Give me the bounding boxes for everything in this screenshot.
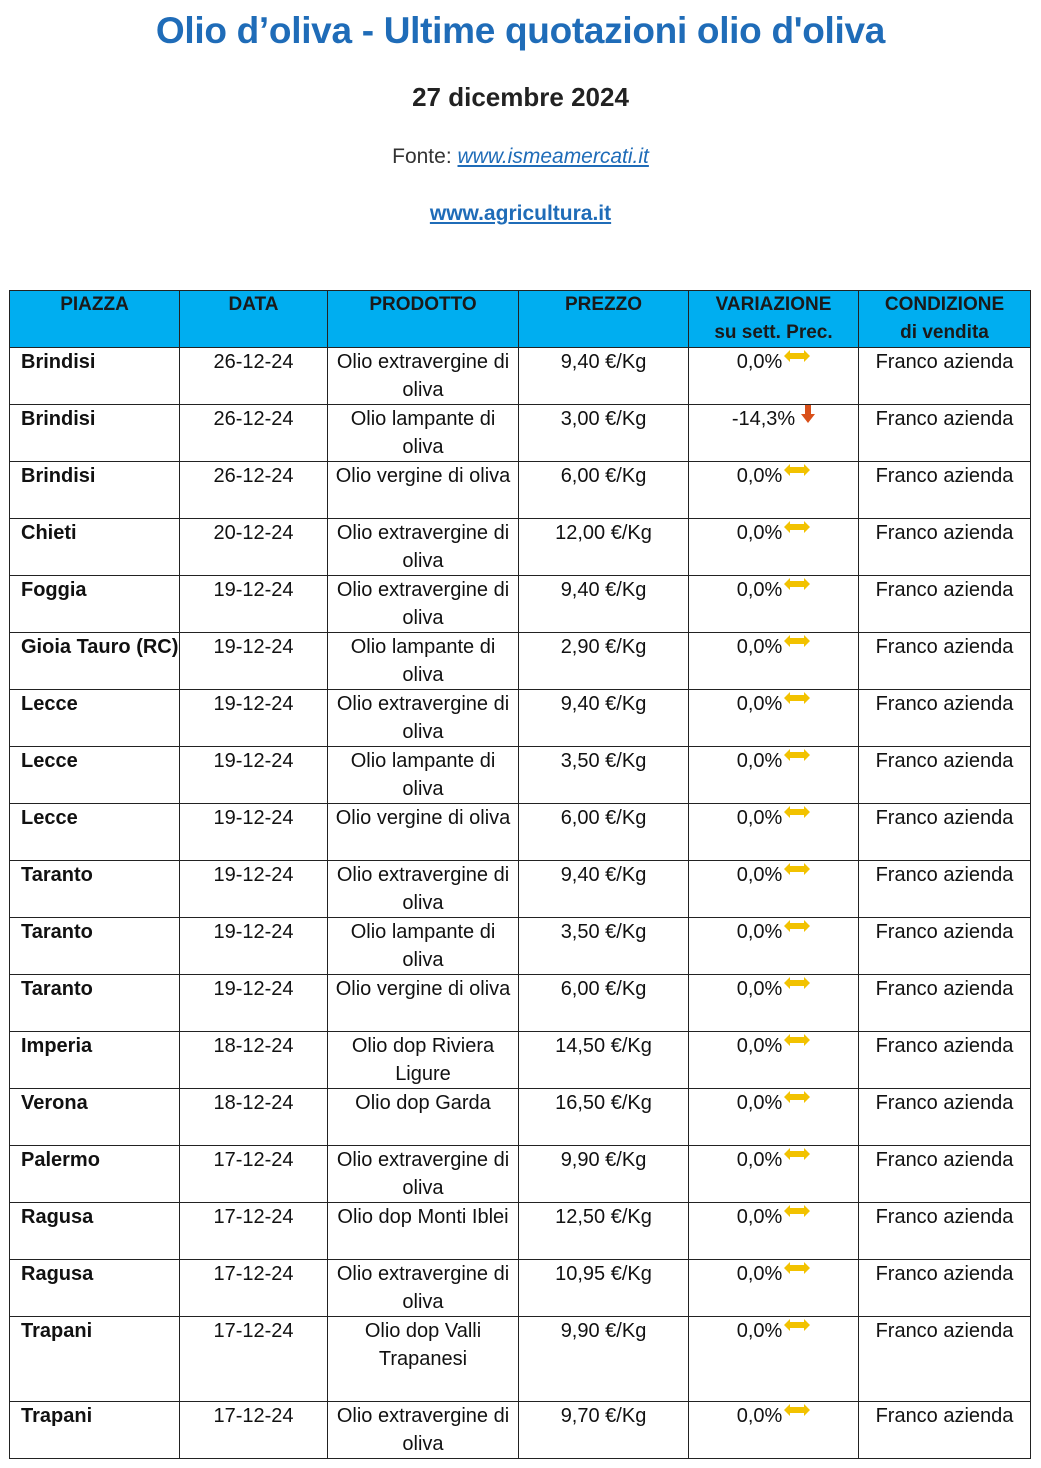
prezzo-cell: 12,00 €/Kg — [519, 519, 689, 576]
prezzo-cell: 9,40 €/Kg — [519, 861, 689, 918]
variazione-value: 0,0% — [736, 921, 783, 943]
piazza-cell: Brindisi — [10, 348, 180, 405]
variazione-cell — [689, 975, 859, 1032]
col-header-prezzo: PREZZO — [519, 291, 689, 348]
variazione-value: 0,0% — [736, 1092, 783, 1114]
stable-arrow-icon — [784, 1262, 810, 1274]
stable-arrow-icon — [784, 635, 810, 647]
col-header-condizione-line1: CONDIZIONE — [884, 294, 1005, 315]
prodotto-cell: Olio vergine di oliva — [328, 462, 519, 519]
data-cell: 20-12-24 — [180, 519, 328, 576]
variazione-cell — [689, 1089, 859, 1146]
col-header-condizione — [859, 291, 1031, 348]
stable-arrow-icon — [784, 806, 810, 818]
piazza-cell: Ragusa — [10, 1260, 180, 1317]
stable-arrow-icon — [784, 749, 810, 761]
prodotto-cell: Olio extravergine di oliva — [328, 519, 519, 576]
table-row — [10, 690, 1031, 747]
prodotto-cell: Olio dop Monti Iblei — [328, 1203, 519, 1260]
condizione-cell: Franco azienda — [859, 1260, 1031, 1317]
data-cell: 26-12-24 — [180, 348, 328, 405]
data-cell: 19-12-24 — [180, 918, 328, 975]
variazione-cell — [689, 747, 859, 804]
condizione-cell: Franco azienda — [859, 918, 1031, 975]
variazione-value: 0,0% — [736, 978, 783, 1000]
piazza-cell: Imperia — [10, 1032, 180, 1089]
stable-arrow-icon — [784, 692, 810, 704]
condizione-cell: Franco azienda — [859, 1317, 1031, 1402]
piazza-cell: Taranto — [10, 918, 180, 975]
table-row — [10, 975, 1031, 1032]
col-header-variazione — [689, 291, 859, 348]
data-cell: 19-12-24 — [180, 804, 328, 861]
variazione-cell — [689, 690, 859, 747]
prezzo-cell: 2,90 €/Kg — [519, 633, 689, 690]
piazza-cell: Trapani — [10, 1402, 180, 1459]
prodotto-cell: Olio dop Valli Trapanesi — [328, 1317, 519, 1402]
stable-arrow-icon — [784, 1148, 810, 1160]
condizione-cell: Franco azienda — [859, 975, 1031, 1032]
data-cell: 18-12-24 — [180, 1089, 328, 1146]
condizione-cell: Franco azienda — [859, 1032, 1031, 1089]
piazza-cell: Lecce — [10, 747, 180, 804]
condizione-cell: Franco azienda — [859, 462, 1031, 519]
condizione-cell: Franco azienda — [859, 519, 1031, 576]
variazione-cell — [689, 1317, 859, 1402]
variazione-cell — [689, 633, 859, 690]
piazza-cell: Lecce — [10, 690, 180, 747]
variazione-value: 0,0% — [736, 1035, 783, 1057]
condizione-cell: Franco azienda — [859, 1402, 1031, 1459]
variazione-value: 0,0% — [736, 1149, 783, 1171]
col-header-variazione-line1: VARIAZIONE — [715, 294, 832, 315]
prezzo-cell: 3,50 €/Kg — [519, 747, 689, 804]
prodotto-cell: Olio lampante di oliva — [328, 747, 519, 804]
variazione-value: 0,0% — [736, 1263, 783, 1285]
variazione-cell — [689, 462, 859, 519]
variazione-value: 0,0% — [736, 522, 783, 544]
variazione-cell — [689, 348, 859, 405]
col-header-piazza: PIAZZA — [10, 291, 180, 348]
prodotto-cell: Olio vergine di oliva — [328, 975, 519, 1032]
prezzo-cell: 6,00 €/Kg — [519, 462, 689, 519]
prezzo-cell: 9,40 €/Kg — [519, 690, 689, 747]
quotations-table — [9, 290, 1031, 1459]
variazione-cell — [689, 1260, 859, 1317]
piazza-cell: Brindisi — [10, 405, 180, 462]
prodotto-cell: Olio lampante di oliva — [328, 633, 519, 690]
piazza-cell: Taranto — [10, 975, 180, 1032]
variazione-value: 0,0% — [736, 750, 783, 772]
piazza-cell: Ragusa — [10, 1203, 180, 1260]
prodotto-cell: Olio extravergine di oliva — [328, 1402, 519, 1459]
data-cell: 19-12-24 — [180, 690, 328, 747]
prodotto-cell: Olio dop Riviera Ligure — [328, 1032, 519, 1089]
prodotto-cell: Olio extravergine di oliva — [328, 690, 519, 747]
variazione-value: 0,0% — [736, 1405, 783, 1427]
prodotto-cell: Olio dop Garda — [328, 1089, 519, 1146]
data-cell: 19-12-24 — [180, 861, 328, 918]
variazione-cell — [689, 1146, 859, 1203]
col-header-data: DATA — [180, 291, 328, 348]
data-cell: 26-12-24 — [180, 405, 328, 462]
table-row — [10, 747, 1031, 804]
table-row — [10, 405, 1031, 462]
table-row — [10, 462, 1031, 519]
prodotto-cell: Olio vergine di oliva — [328, 804, 519, 861]
prodotto-cell: Olio extravergine di oliva — [328, 1146, 519, 1203]
table-row — [10, 1402, 1031, 1459]
down-arrow-icon — [801, 405, 815, 423]
table-row — [10, 1032, 1031, 1089]
table-header-row — [10, 291, 1031, 348]
table-row — [10, 918, 1031, 975]
stable-arrow-icon — [784, 521, 810, 533]
prezzo-cell: 6,00 €/Kg — [519, 804, 689, 861]
stable-arrow-icon — [784, 578, 810, 590]
data-cell: 17-12-24 — [180, 1402, 328, 1459]
piazza-cell: Brindisi — [10, 462, 180, 519]
prezzo-cell: 10,95 €/Kg — [519, 1260, 689, 1317]
stable-arrow-icon — [784, 464, 810, 476]
prodotto-cell: Olio extravergine di oliva — [328, 348, 519, 405]
table-row — [10, 519, 1031, 576]
stable-arrow-icon — [784, 1034, 810, 1046]
report-date: 27 dicembre 2024 — [412, 82, 629, 112]
prezzo-cell: 9,70 €/Kg — [519, 1402, 689, 1459]
variazione-value: 0,0% — [736, 636, 783, 658]
stable-arrow-icon — [784, 1091, 810, 1103]
variazione-cell — [689, 405, 859, 462]
prodotto-cell: Olio lampante di oliva — [328, 405, 519, 462]
table-row — [10, 1089, 1031, 1146]
data-cell: 18-12-24 — [180, 1032, 328, 1089]
table-body — [10, 348, 1031, 1459]
piazza-cell: Foggia — [10, 576, 180, 633]
piazza-cell: Chieti — [10, 519, 180, 576]
piazza-cell: Lecce — [10, 804, 180, 861]
prodotto-cell: Olio extravergine di oliva — [328, 861, 519, 918]
table-row — [10, 1317, 1031, 1402]
piazza-cell: Taranto — [10, 861, 180, 918]
table-row — [10, 804, 1031, 861]
stable-arrow-icon — [784, 1404, 810, 1416]
condizione-cell: Franco azienda — [859, 1146, 1031, 1203]
stable-arrow-icon — [784, 1319, 810, 1331]
stable-arrow-icon — [784, 350, 810, 362]
col-header-condizione-line2: di vendita — [900, 322, 989, 343]
data-cell: 17-12-24 — [180, 1203, 328, 1260]
condizione-cell: Franco azienda — [859, 405, 1031, 462]
stable-arrow-icon — [784, 920, 810, 932]
table-row — [10, 633, 1031, 690]
data-cell: 17-12-24 — [180, 1146, 328, 1203]
source-line — [0, 145, 1041, 169]
piazza-cell: Palermo — [10, 1146, 180, 1203]
variazione-cell — [689, 519, 859, 576]
table-row — [10, 861, 1031, 918]
table-row — [10, 1146, 1031, 1203]
variazione-cell — [689, 1402, 859, 1459]
condizione-cell: Franco azienda — [859, 690, 1031, 747]
site-link[interactable]: www.agricultura.it — [429, 202, 612, 225]
prezzo-cell: 6,00 €/Kg — [519, 975, 689, 1032]
data-cell: 19-12-24 — [180, 747, 328, 804]
variazione-cell — [689, 804, 859, 861]
condizione-cell: Franco azienda — [859, 747, 1031, 804]
prezzo-cell: 9,40 €/Kg — [519, 576, 689, 633]
variazione-value: 0,0% — [736, 864, 783, 886]
variazione-cell — [689, 576, 859, 633]
prezzo-cell: 16,50 €/Kg — [519, 1089, 689, 1146]
condizione-cell: Franco azienda — [859, 1203, 1031, 1260]
table-row — [10, 1260, 1031, 1317]
variazione-value: 0,0% — [736, 1320, 783, 1342]
stable-arrow-icon — [784, 863, 810, 875]
prodotto-cell: Olio extravergine di oliva — [328, 1260, 519, 1317]
condizione-cell: Franco azienda — [859, 633, 1031, 690]
prodotto-cell: Olio extravergine di oliva — [328, 576, 519, 633]
site-line — [0, 202, 1041, 226]
condizione-cell: Franco azienda — [859, 861, 1031, 918]
data-cell: 17-12-24 — [180, 1317, 328, 1402]
condizione-cell: Franco azienda — [859, 1089, 1031, 1146]
data-cell: 19-12-24 — [180, 633, 328, 690]
table-row — [10, 348, 1031, 405]
prezzo-cell: 9,90 €/Kg — [519, 1317, 689, 1402]
stable-arrow-icon — [784, 977, 810, 989]
piazza-cell: Trapani — [10, 1317, 180, 1402]
prodotto-cell: Olio lampante di oliva — [328, 918, 519, 975]
piazza-cell: Verona — [10, 1089, 180, 1146]
stable-arrow-icon — [784, 1205, 810, 1217]
page-title: Olio d’oliva - Ultime quotazioni olio d'oliva — [155, 10, 886, 51]
col-header-variazione-line2: su sett. Prec. — [714, 322, 833, 343]
prezzo-cell: 9,90 €/Kg — [519, 1146, 689, 1203]
source-link[interactable]: www.ismeamercati.it — [457, 145, 649, 168]
variazione-value: 0,0% — [736, 807, 783, 829]
variazione-cell — [689, 918, 859, 975]
source-label: Fonte: — [392, 145, 458, 168]
condizione-cell: Franco azienda — [859, 576, 1031, 633]
variazione-value: -14,3% — [731, 408, 796, 430]
prezzo-cell: 3,00 €/Kg — [519, 405, 689, 462]
variazione-value: 0,0% — [736, 351, 783, 373]
condizione-cell: Franco azienda — [859, 348, 1031, 405]
variazione-cell — [689, 861, 859, 918]
prezzo-cell: 9,40 €/Kg — [519, 348, 689, 405]
prezzo-cell: 14,50 €/Kg — [519, 1032, 689, 1089]
prezzo-cell: 3,50 €/Kg — [519, 918, 689, 975]
data-cell: 19-12-24 — [180, 576, 328, 633]
table-row — [10, 576, 1031, 633]
condizione-cell: Franco azienda — [859, 804, 1031, 861]
variazione-value: 0,0% — [736, 579, 783, 601]
variazione-cell — [689, 1203, 859, 1260]
table-row — [10, 1203, 1031, 1260]
variazione-value: 0,0% — [736, 693, 783, 715]
data-cell: 26-12-24 — [180, 462, 328, 519]
data-cell: 17-12-24 — [180, 1260, 328, 1317]
variazione-value: 0,0% — [736, 465, 783, 487]
data-cell: 19-12-24 — [180, 975, 328, 1032]
prezzo-cell: 12,50 €/Kg — [519, 1203, 689, 1260]
col-header-prodotto: PRODOTTO — [328, 291, 519, 348]
variazione-cell — [689, 1032, 859, 1089]
variazione-value: 0,0% — [736, 1206, 783, 1228]
piazza-cell: Gioia Tauro (RC) — [10, 633, 180, 690]
